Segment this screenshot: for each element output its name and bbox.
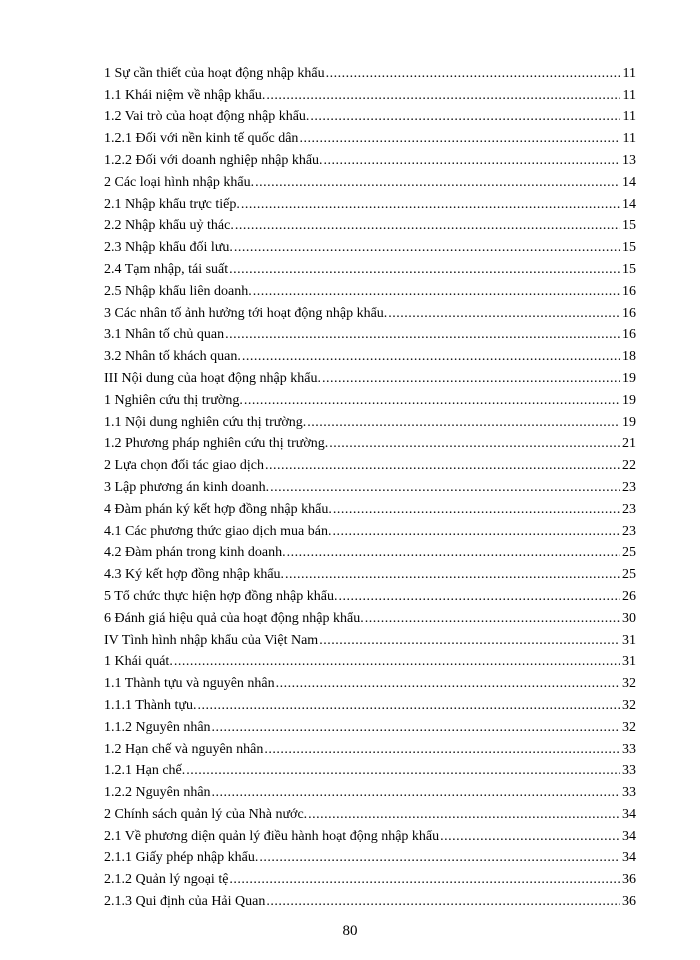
toc-entry-title: 1.2.2 Đối với doanh nghiệp nhập khẩu. (104, 152, 323, 168)
toc-entry-title: 2.4 Tạm nhập, tái suất (104, 261, 229, 277)
toc-entry-page: 34 (622, 828, 636, 844)
toc-entry-page: 11 (622, 109, 636, 125)
toc-entry-title: 6 Đánh giá hiệu quả của hoạt động nhập khẩu. (104, 610, 364, 626)
page-number: 80 (342, 923, 358, 939)
toc-dot-leader (326, 66, 620, 82)
toc-dot-leader (365, 611, 620, 627)
toc-entry-page: 16 (622, 283, 636, 299)
toc-entry-title: 3.1 Nhân tố chủ quan (104, 327, 225, 343)
toc-entry-title: 2 Lựa chọn đối tác giao dịch (104, 458, 264, 474)
toc-dot-leader (186, 763, 620, 779)
toc-entry (104, 147, 636, 169)
toc-entry-title: 1.2 Hạn chế và nguyên nhân (104, 741, 264, 757)
toc-dot-leader (308, 807, 620, 823)
toc-entry-page: 19 (622, 392, 636, 408)
toc-dot-leader (212, 720, 620, 736)
toc-entry-title: 1.1 Thành tựu và nguyên nhân (104, 676, 275, 692)
toc-entry-title: 1 Sự cần thiết của hoạt động nhập khẩu (104, 65, 325, 81)
toc-entry-page: 18 (622, 349, 636, 365)
toc-entry-page: 32 (622, 676, 636, 692)
toc-dot-leader (242, 349, 620, 365)
toc-entry (104, 758, 636, 780)
toc-dot-leader (285, 567, 620, 583)
toc-entry (104, 431, 636, 453)
toc-entry-title: 1.2.1 Đối với nền kinh tế quốc dân (104, 131, 299, 147)
toc-entry-title: 2.1.2 Quản lý ngoại tệ (104, 872, 229, 888)
toc-entry (104, 496, 636, 518)
toc-entry-page: 23 (622, 523, 636, 539)
toc-entry-page: 26 (622, 588, 636, 604)
toc-entry (104, 387, 636, 409)
toc-dot-leader (270, 480, 620, 496)
toc-entry-title: 3 Lập phương án kinh doanh. (104, 479, 270, 495)
toc-entry-page: 19 (622, 414, 636, 430)
toc-entry-page: 16 (622, 305, 636, 321)
toc-entry-page: 31 (622, 632, 636, 648)
toc-entry (104, 409, 636, 431)
toc-entry (104, 866, 636, 888)
toc-dot-leader (229, 872, 620, 888)
toc-entry-title: 3.2 Nhân tố khách quan. (104, 349, 241, 365)
toc-entry (104, 540, 636, 562)
toc-entry-title: 2 Chính sách quản lý của Nhà nước. (104, 806, 308, 822)
toc-entry-page: 30 (622, 610, 636, 626)
toc-entry-page: 34 (622, 850, 636, 866)
toc-entry-title: 1.1 Khái niệm về nhập khẩu. (104, 87, 266, 103)
toc-entry-title: 4.2 Đàm phán trong kinh doanh. (104, 545, 286, 561)
toc-entry (104, 518, 636, 540)
toc-dot-leader (264, 742, 620, 758)
toc-dot-leader (253, 284, 620, 300)
toc-entry (104, 125, 636, 147)
toc-entry-page: 14 (622, 174, 636, 190)
toc-entry (104, 474, 636, 496)
toc-entry-page: 32 (622, 697, 636, 713)
toc-entry-page: 15 (622, 218, 636, 234)
toc-entry-page: 21 (622, 436, 636, 452)
toc-dot-leader (234, 240, 620, 256)
toc-entry (104, 256, 636, 278)
toc-dot-leader (287, 545, 620, 561)
toc-entry (104, 452, 636, 474)
toc-entry-title: 4 Đàm phán ký kết hợp đồng nhập khẩu. (104, 501, 332, 517)
toc-entry-page: 11 (622, 65, 636, 81)
toc-entry-title: 1 Nghiên cứu thị trường. (104, 392, 243, 408)
toc-entry-page: 25 (622, 545, 636, 561)
toc-entry-page: 33 (622, 741, 636, 757)
toc-dot-leader (265, 458, 620, 474)
toc-entry-page: 19 (622, 370, 636, 386)
toc-entry-page: 36 (622, 872, 636, 888)
toc-entry (104, 714, 636, 736)
toc-entry (104, 169, 636, 191)
toc-entry-page: 32 (622, 719, 636, 735)
toc-entry (104, 627, 636, 649)
toc-dot-leader (255, 175, 620, 191)
toc-entry (104, 801, 636, 823)
toc-dot-leader (322, 371, 620, 387)
toc-entry-title: 5 Tổ chức thực hiện hợp đồng nhập khẩu. (104, 588, 338, 604)
toc-entry-title: 2.1 Về phương diện quản lý điều hành hoạt động nhập khẩu (104, 828, 440, 844)
toc-dot-leader (388, 306, 620, 322)
toc-entry-title: 2.3 Nhập khẩu đối lưu. (104, 240, 233, 256)
toc-entry-title: 2 Các loại hình nhập khẩu. (104, 174, 255, 190)
toc-dot-leader (319, 633, 620, 649)
toc-entry-page: 15 (622, 261, 636, 277)
toc-dot-leader (198, 698, 621, 714)
toc-entry-title: 2.1.3 Qui định của Hải Quan (104, 894, 266, 910)
toc-entry (104, 888, 636, 910)
toc-entry (104, 845, 636, 867)
toc-dot-leader (266, 88, 620, 104)
toc-entry-title: 2.1.1 Giấy phép nhập khẩu. (104, 850, 259, 866)
toc-entry-page: 16 (622, 327, 636, 343)
toc-entry (104, 823, 636, 845)
toc-entry (104, 649, 636, 671)
toc-entry-page: 31 (622, 654, 636, 670)
toc-entry-page: 33 (622, 763, 636, 779)
toc-dot-leader (310, 109, 620, 125)
toc-entry (104, 365, 636, 387)
toc-entry-page: 23 (622, 501, 636, 517)
toc-entry-page: 22 (622, 458, 636, 474)
toc-entry (104, 82, 636, 104)
toc-dot-leader (276, 676, 620, 692)
toc-dot-leader (307, 415, 620, 431)
toc-entry (104, 692, 636, 714)
toc-entry-page: 34 (622, 806, 636, 822)
toc-entry-title: 4.3 Ký kết hợp đồng nhập khẩu. (104, 567, 285, 583)
toc-dot-leader (244, 393, 620, 409)
toc-entry (104, 191, 636, 213)
toc-dot-leader (440, 829, 620, 845)
toc-entry-page: 23 (622, 479, 636, 495)
toc-entry-title: 1.2 Phương pháp nghiên cứu thị trường. (104, 436, 329, 452)
toc-dot-leader (229, 262, 620, 278)
toc-dot-leader (241, 197, 620, 213)
toc-entry-title: III Nội dung của hoạt động nhập khẩu. (104, 370, 321, 386)
toc-entry (104, 322, 636, 344)
toc-entry-title: 2.2 Nhập khẩu uỷ thác. (104, 218, 234, 234)
toc-entry-page: 13 (622, 152, 636, 168)
toc-entry (104, 736, 636, 758)
toc-entry-title: 1.2 Vai trò của hoạt động nhập khẩu. (104, 109, 310, 125)
toc-entry-title: 1.2.2 Nguyên nhân (104, 785, 211, 801)
toc-entry-title: 2.5 Nhập khẩu liên doanh. (104, 283, 252, 299)
toc-entry-title: 3 Các nhân tố ảnh hưởng tới hoạt động nhập khẩu. (104, 305, 388, 321)
toc-entry-page: 11 (622, 87, 636, 103)
toc-entry-page: 14 (622, 196, 636, 212)
toc-entry-page: 25 (622, 567, 636, 583)
toc-entry-page: 36 (622, 894, 636, 910)
toc-entry (104, 213, 636, 235)
toc-entry-title: 1.1.1 Thành tựu. (104, 697, 197, 713)
toc-dot-leader (174, 654, 620, 670)
toc-dot-leader (235, 218, 620, 234)
toc-entry (104, 300, 636, 322)
toc-entry (104, 670, 636, 692)
toc-dot-leader (225, 327, 620, 343)
toc-entry (104, 583, 636, 605)
toc-entry (104, 343, 636, 365)
toc-dot-leader (332, 524, 620, 540)
toc-entry (104, 104, 636, 126)
toc-dot-leader (299, 131, 620, 147)
toc-dot-leader (333, 502, 620, 518)
toc-entry-title: IV Tình hình nhập khẩu của Việt Nam (104, 632, 319, 648)
table-of-contents (104, 60, 636, 910)
toc-entry-page: 33 (622, 785, 636, 801)
toc-entry (104, 234, 636, 256)
toc-entry-page: 15 (622, 240, 636, 256)
toc-dot-leader (324, 153, 620, 169)
toc-dot-leader (259, 850, 620, 866)
toc-dot-leader (212, 785, 620, 801)
toc-entry-page: 11 (622, 131, 636, 147)
toc-entry-title: 2.1 Nhập khẩu trực tiếp. (104, 196, 240, 212)
toc-entry (104, 278, 636, 300)
toc-dot-leader (329, 436, 620, 452)
toc-entry-title: 1 Khái quát. (104, 654, 173, 670)
toc-entry-title: 4.1 Các phương thức giao dịch mua bán. (104, 523, 332, 539)
toc-dot-leader (266, 894, 620, 910)
toc-entry (104, 605, 636, 627)
toc-entry (104, 60, 636, 82)
toc-entry-title: 1.1 Nội dung nghiên cứu thị trường. (104, 414, 307, 430)
toc-entry-title: 1.2.1 Hạn chế. (104, 763, 186, 779)
toc-entry (104, 779, 636, 801)
toc-entry (104, 561, 636, 583)
toc-entry-title: 1.1.2 Nguyên nhân (104, 719, 211, 735)
toc-dot-leader (338, 589, 620, 605)
